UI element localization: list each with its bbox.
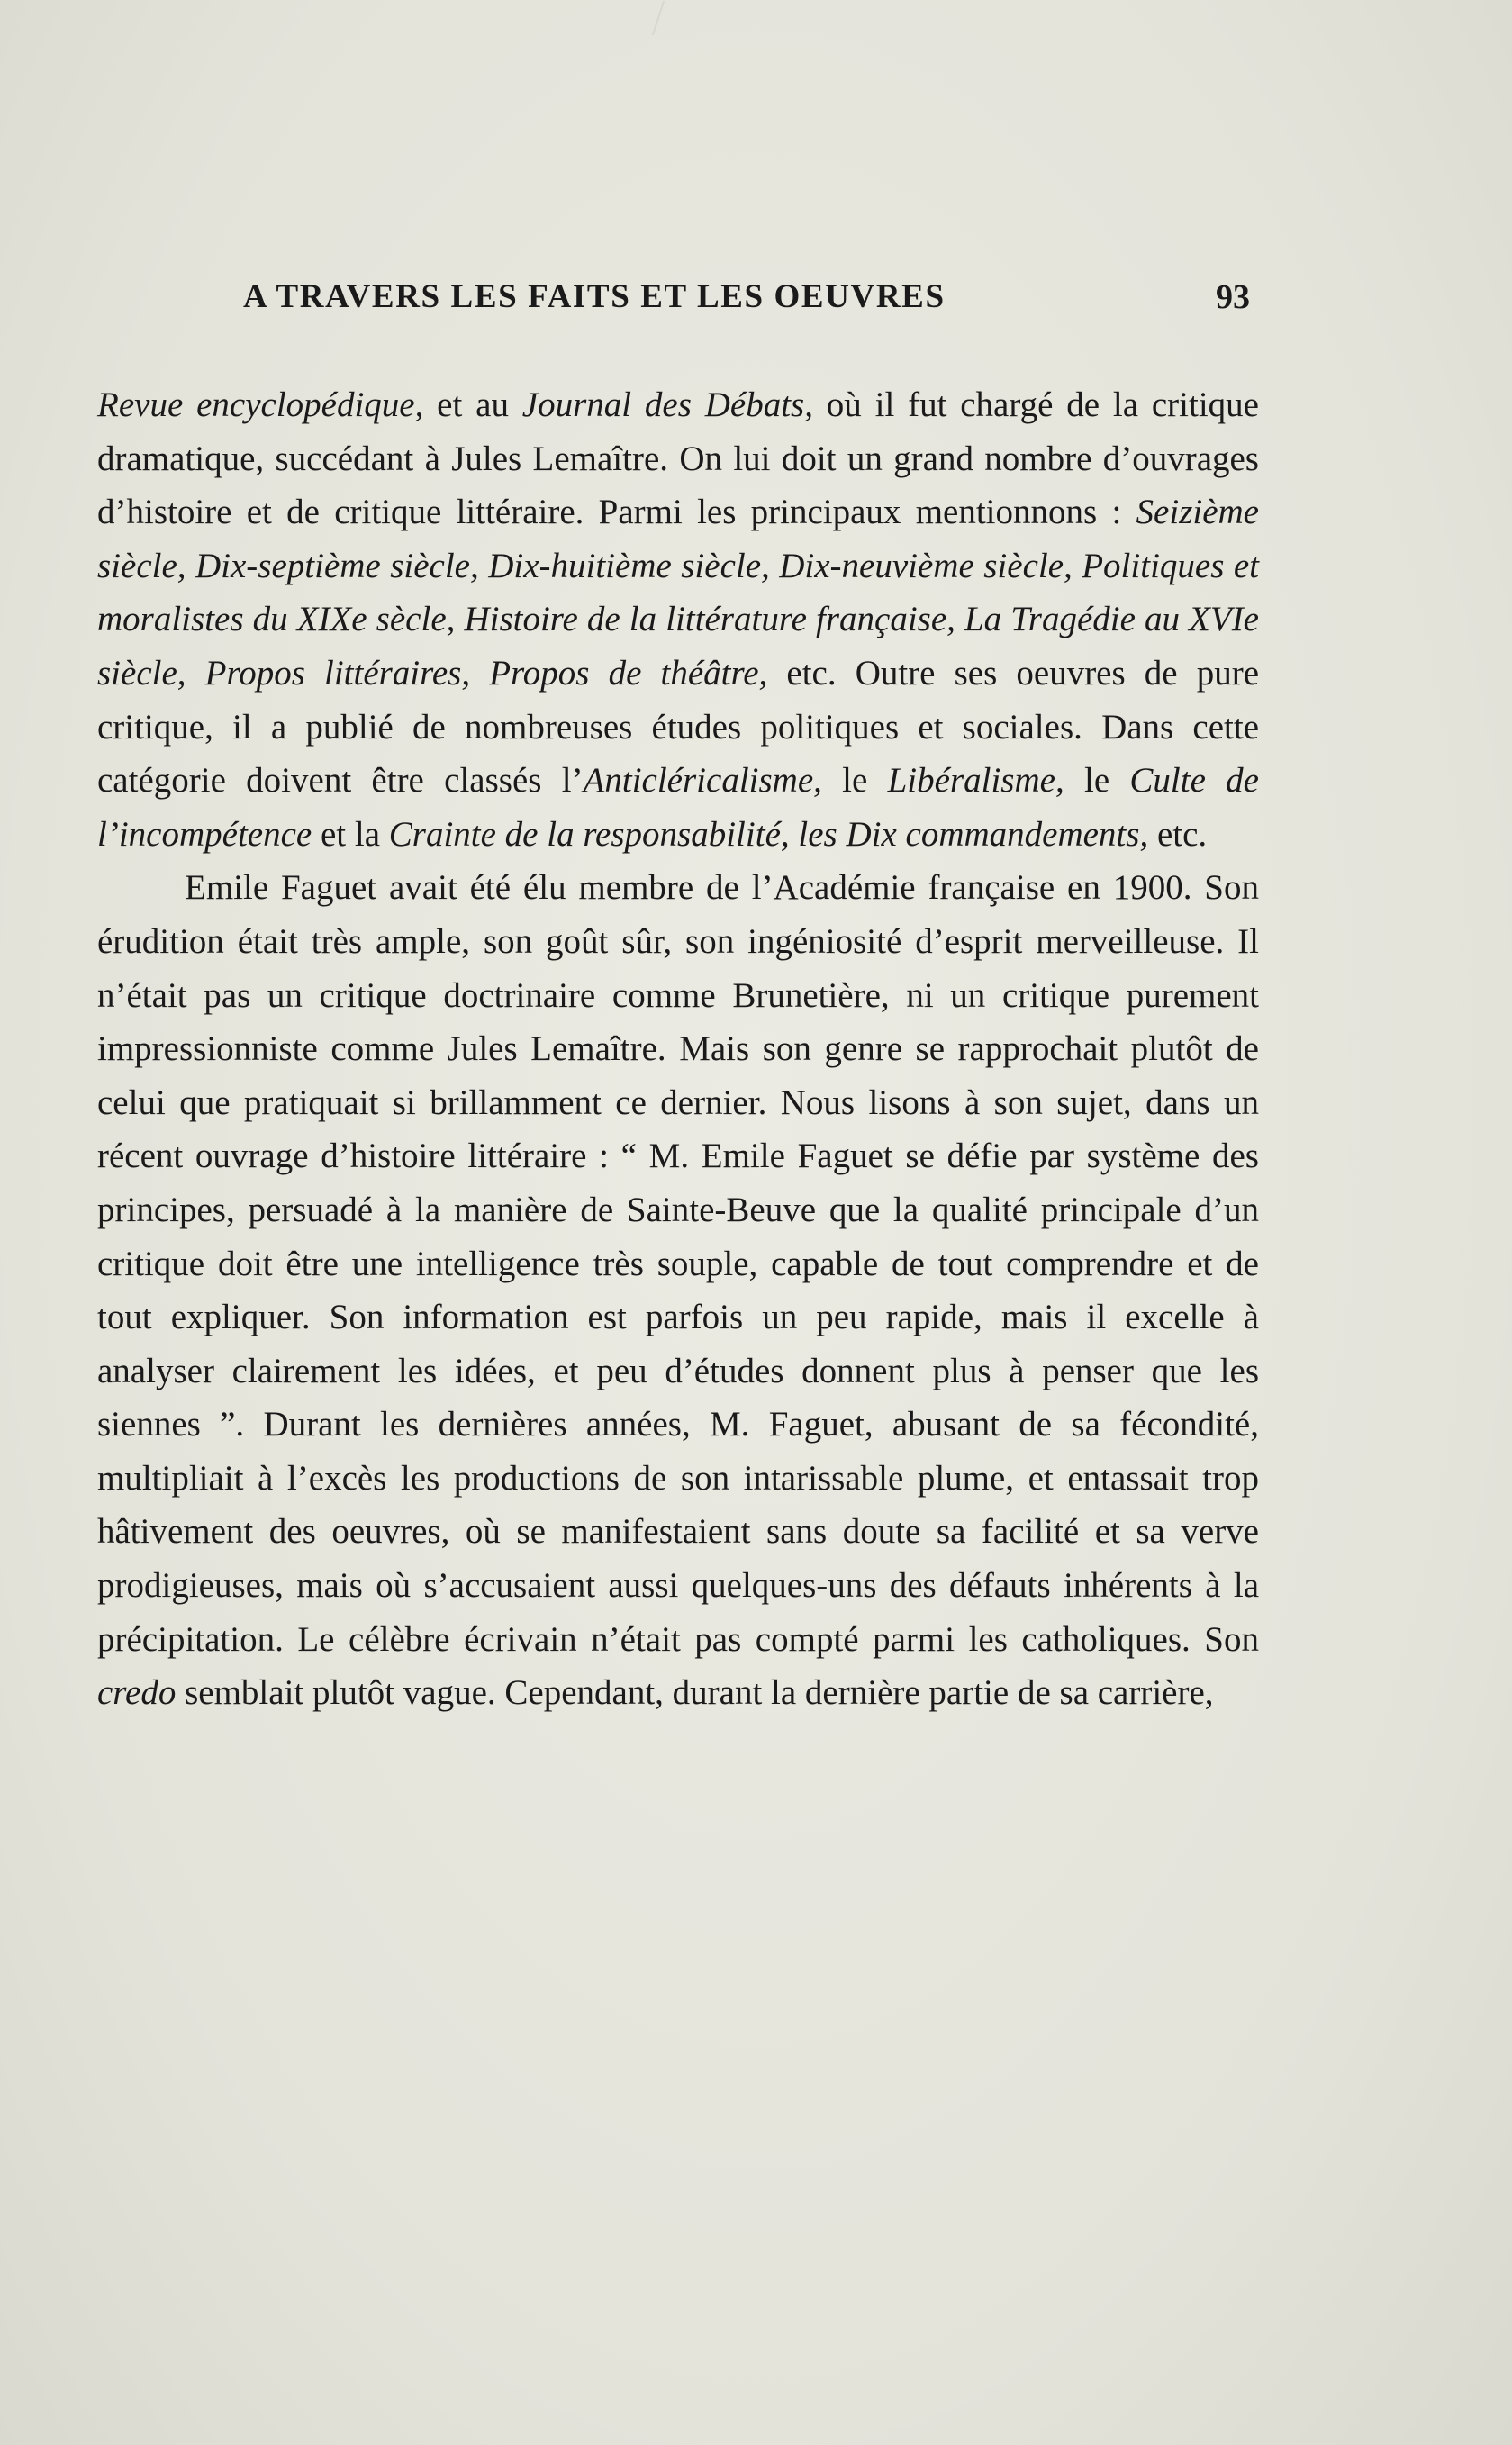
italic-text-run: Journal des Débats, bbox=[521, 385, 813, 424]
italic-text-run: Anticléricalisme, bbox=[583, 761, 822, 801]
text-run: Emile Faguet avait été élu membre de l’Académie française en 1900. Son érudition était très ample, son goût sûr, son ingéniosité d’esprit merveilleuse. Il n’était pas un critique doctrinaire comme Brunetière, ni un critique purement impressionniste comme Jules Lemaître. Mais son genre se rapprochait plutôt de celui que pratiquait si brillamment ce dernier. Nous lisons à son sujet, dans un récent ouvrage d’histoire littéraire : “ M. Emile Faguet se défie par système des principes, persuadé à la manière de Sainte-Beuve que la qualité principale d’un critique doit être une intelligence très souple, capable de tout comprendre et de tout expliquer. Son information est parfois un peu rapide, mais il excelle à analyser clairement les idées, et peu d’études donnent plus à penser que les siennes ”. Durant les dernières années, M. Faguet, abusant de sa fécondité, multipliait à l’excès les productions de son intarissable plume, et entassait trop hâtivement des oeuvres, où se manifestaient sans doute sa facilité et sa verve prodigieuses, mais où s’accusaient aussi quelques-uns des défauts inhérents à la précipitation. Le célèbre écrivain n’était pas compté parmi les catholiques. Son bbox=[97, 868, 1259, 1659]
text-run: semblait plutôt vague. Cependant, durant la dernière partie de sa carrière, bbox=[176, 1673, 1214, 1713]
italic-text-run: Seizième siècle, Dix-septième siècle, Dix-huitième siècle, Dix-neuvième siècle, Politiques et moralistes du XIXe sècle, Histoire de la littérature française, La Tragédie au XVIe siècle, Propos littéraires, Propos de théâtre, bbox=[97, 493, 1259, 693]
page-number: 93 bbox=[1216, 278, 1250, 316]
italic-text-run: Libéralisme, bbox=[887, 761, 1064, 801]
text-run: le bbox=[1064, 761, 1130, 801]
paper-mark bbox=[652, 1, 665, 36]
italic-text-run: Culte de l’incompétence bbox=[97, 761, 1259, 854]
italic-text-run: Revue encyclopédique, bbox=[97, 385, 424, 424]
text-run: le bbox=[821, 761, 888, 801]
text-run: et au bbox=[423, 385, 522, 424]
italic-text-run: credo bbox=[97, 1673, 177, 1713]
text-run: où il fut chargé de la critique dramatique, succédant à Jules Lemaître. On lui doit un grand nombre d’ouvrages d’histoire et de critique littéraire. Parmi les principaux mentionnons : bbox=[97, 385, 1259, 532]
paragraph bbox=[97, 861, 1259, 1720]
italic-text-run: Crainte de la responsabilité, les Dix commandements, bbox=[388, 814, 1149, 854]
text-run: et la bbox=[312, 814, 389, 854]
page-header bbox=[243, 277, 1250, 331]
text-run: etc. bbox=[1148, 814, 1208, 854]
running-title: A TRAVERS LES FAITS ET LES OEUVRES bbox=[243, 278, 946, 315]
paragraph bbox=[97, 378, 1259, 861]
body-text bbox=[97, 378, 1259, 1720]
text-run: etc. Outre ses oeuvres de pure critique, il a publié de nombreuses études politiques et sociales. Dans cette catégorie doivent être classés l’ bbox=[97, 653, 1259, 801]
